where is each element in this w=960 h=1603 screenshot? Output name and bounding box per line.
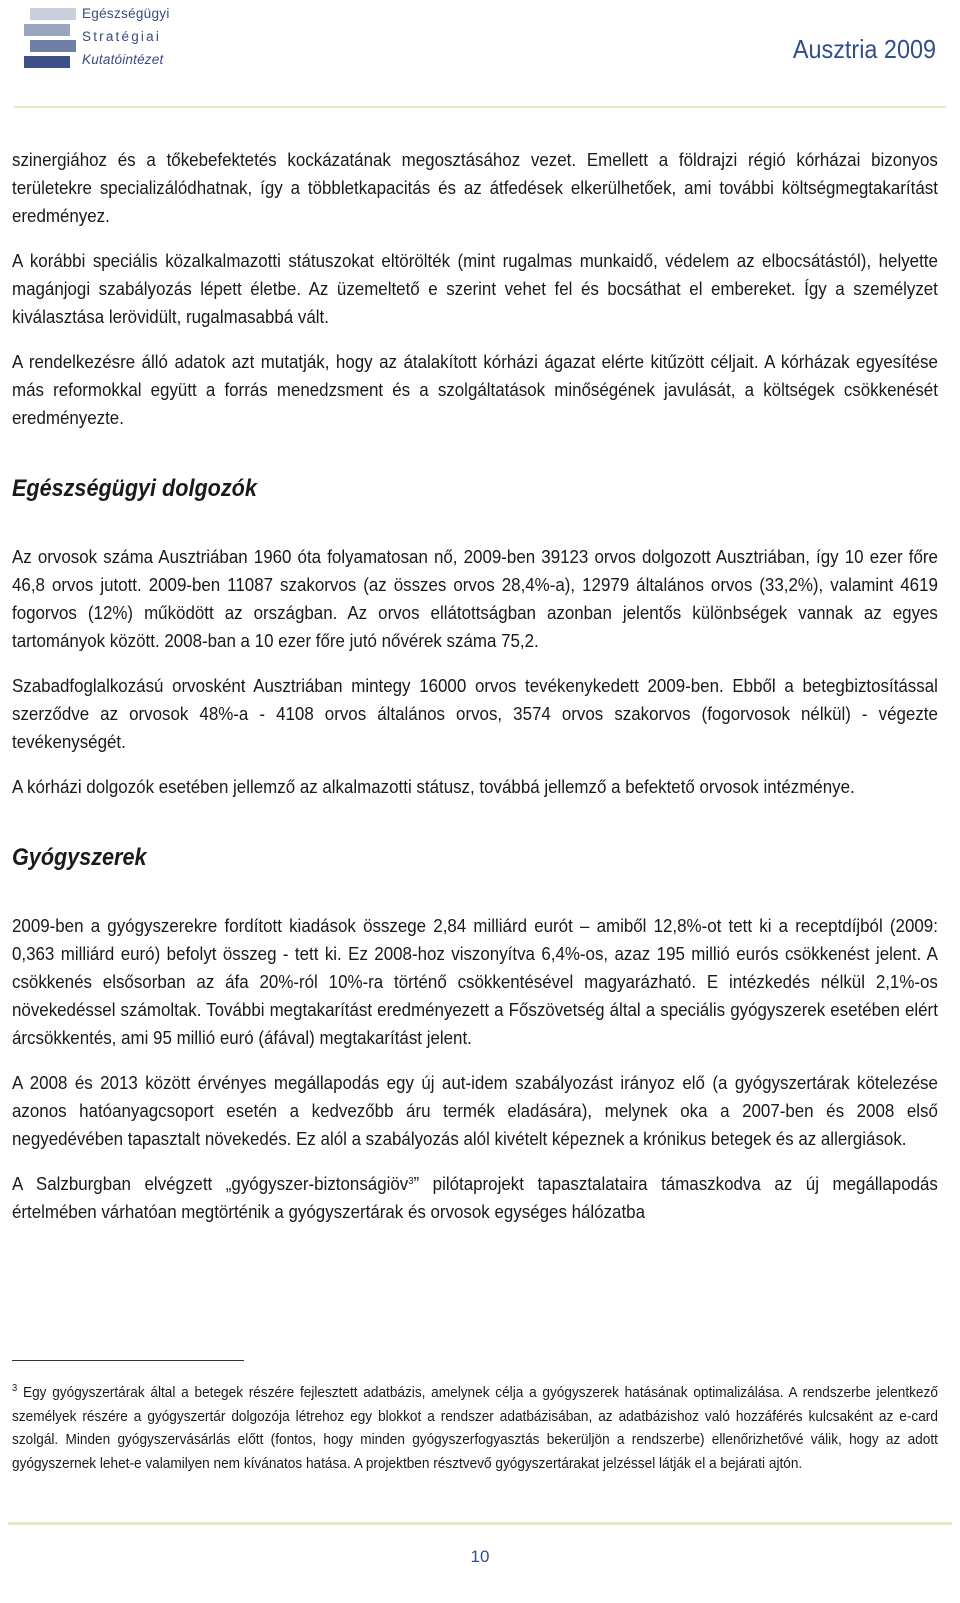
main-content — [12, 146, 938, 1226]
paragraph-text: A Salzburgban elvégzett „gyógyszer-biztonságiöv — [12, 1174, 409, 1194]
footnote — [12, 1382, 938, 1476]
institute-logo — [20, 2, 180, 74]
footnote-number: 3 — [12, 1383, 18, 1394]
paragraph: 2009-ben a gyógyszerekre fordított kiadások összege 2,84 milliárd eurót – amiből 12,8%-ot tett ki a receptdíjból (2009: 0,363 milliárd euró) befolyt összeg - tett ki. Ez 2008-hoz viszonyítva 6,4%-os, azaz 195 millió eurós csökkenést jelent. A csökkenés elsősorban az áfa 20%-ról 10%-ra történő csökkentésével magyarázható. E intézkedés nélkül 2,1%-os növekedéssel számoltak. További megtakarítást eredményezett a Főszövetség által a speciális gyógyszerek esetében elért árcsökkentés, ami 95 millió euró (áfával) megtakarítást jelent. — [12, 916, 938, 1048]
header-divider — [14, 106, 946, 108]
logo-text-line-1: Egészségügyi — [82, 6, 170, 21]
section-heading-medicines: Gyógyszerek — [12, 844, 147, 871]
footnote-divider — [12, 1360, 244, 1361]
footer-divider — [8, 1522, 952, 1525]
paragraph-with-footnote-ref — [12, 1170, 938, 1226]
paragraph: szinergiához és a tőkebefektetés kockázatának megosztásához vezet. Emellett a földrajzi régió kórházai bizonyos területekre specializálódhatnak, így a többletkapacitás és az átfedések elkerülhetőek, ami további költségmegtakarítást eredményez. — [12, 150, 938, 226]
section-heading-health-workers: Egészségügyi dolgozók — [12, 475, 257, 502]
page-header — [0, 0, 960, 110]
report-title: Ausztria 2009 — [792, 34, 936, 64]
paragraph: A kórházi dolgozók esetében jellemző az alkalmazotti státusz, továbbá jellemző a befektető orvosok intézménye. — [12, 777, 855, 797]
paragraph-text: ” pilótaprojekt tapasztalataira támaszkodva az új megállapodás értelmében várhatóan megtörténik a gyógyszertárak és orvosok egységes hálózatba — [12, 1174, 938, 1222]
logo-text-line-3: Kutatóintézet — [82, 52, 164, 67]
footnote-text: Egy gyógyszertárak által a betegek részére fejlesztett adatbázis, amelynek célja a gyógyszerek hatásának optimalizálása. A rendszerbe jelentkező személyek részére a gyógyszertár dolgozója létrehoz egy blokkot a rendszer adatbázisában, az adatbázishoz való hozzáférés kulcsaként az e-card szolgál. Minden gyógyszervásárlás előtt (fontos, hogy minden gyógyszerfogyasztás bekerüljön a rendszerbe) ellenőrizhetővé válik, hogy az adott gyógyszernek lehet-e valamilyen nem kívánatos hatása. A projektben résztvevő gyógyszertárakat jelzéssel látják el a bejárati ajtón. — [12, 1385, 938, 1472]
paragraph: Szabadfoglalkozású orvosként Ausztriában mintegy 16000 orvos tevékenykedett 2009-ben. Ebből a betegbiztosítással szerződve az orvosok 48%-a - 4108 orvos általános orvos, 3574 orvos szakorvos (fogorvosok nélkül) - végezte tevékenységét. — [12, 676, 938, 752]
footnote-reference[interactable]: 3 — [408, 1176, 414, 1187]
logo-text-line-2: Stratégiai — [82, 29, 162, 44]
paragraph: A 2008 és 2013 között érvényes megállapodás egy új aut-idem szabályozást irányoz elő (a gyógyszertárak kötelezése azonos hatóanyagcsoport esetén a kedvezőbb áru termék eladására), melynek oka a 2007-ben és 2008 első negyedévében tapasztalt növekedés. Ez alól a szabályozás alól kivételt képeznek a krónikus betegek és az allergiások. — [12, 1073, 938, 1149]
paragraph: A rendelkezésre álló adatok azt mutatják, hogy az átalakított kórházi ágazat elérte kitűzött céljait. A kórházak egyesítése más reformokkal együtt a forrás menedzsment és a szolgáltatások minőségének javulását, a költségek csökkenését eredményezte. — [12, 352, 938, 428]
paragraph: Az orvosok száma Ausztriában 1960 óta folyamatosan nő, 2009-ben 39123 orvos dolgozott Ausztriában, így 10 ezer főre 46,8 orvos jutott. 2009-ben 11087 szakorvos (az összes orvos 28,4%-a), 12979 általános orvos (33,2%), valamint 4619 fogorvos (12%) működött az országban. Az orvos ellátottságban azonban jelentős különbségek vannak az egyes tartományok között. 2008-ban a 10 ezer főre jutó nővérek száma 75,2. — [12, 547, 938, 651]
paragraph: A korábbi speciális közalkalmazotti státuszokat eltörölték (mint rugalmas munkaidő, védelem az elbocsátástól), helyette magánjogi szabályozás lépett életbe. Az üzemeltető e szerint vehet fel és bocsáthat el embereket. Így a személyzet kiválasztása lerövidült, rugalmasabbá vált. — [12, 251, 938, 327]
page-number: 10 — [470, 1547, 490, 1566]
logo-mark-icon — [24, 8, 76, 70]
